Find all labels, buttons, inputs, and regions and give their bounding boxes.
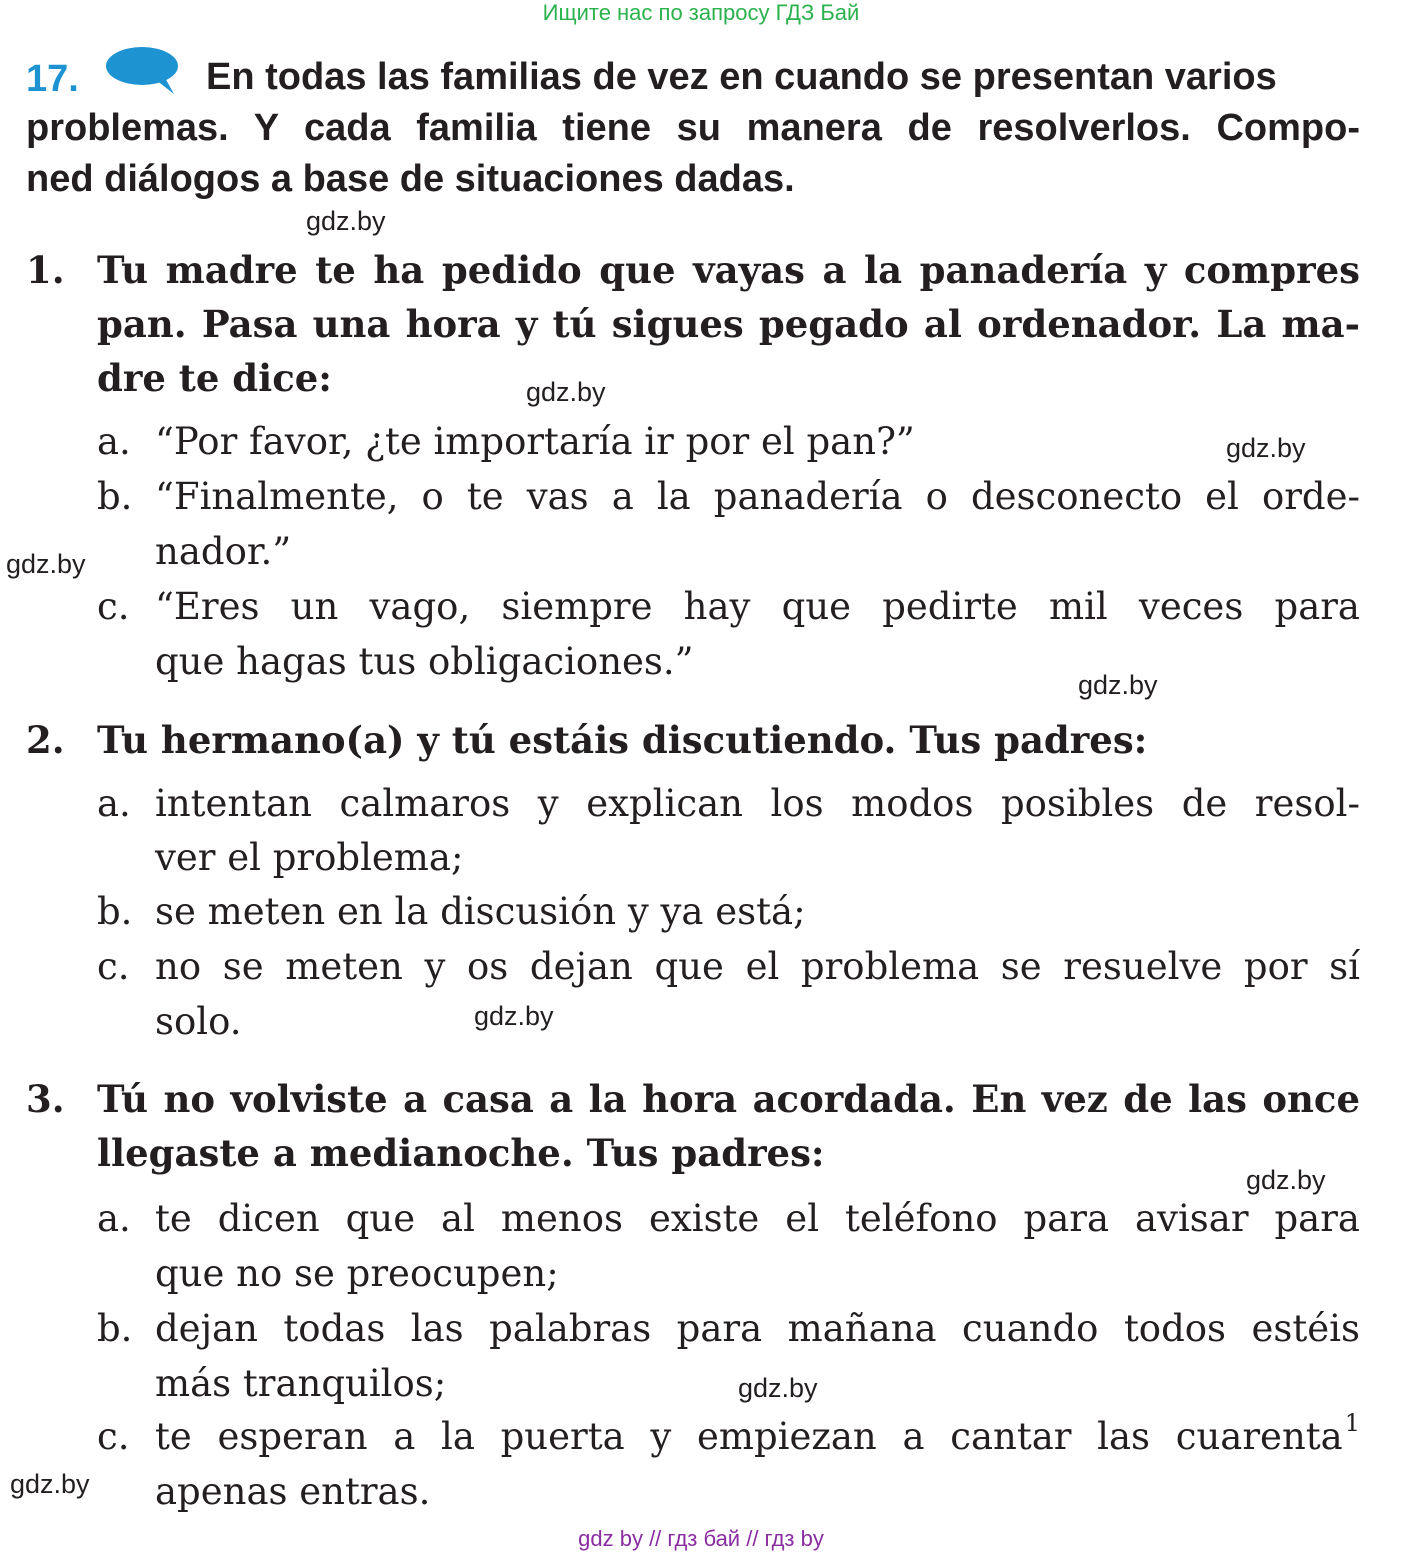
instruction-line-2: problemas. Y cada familia tiene su manera de resolverlos. Compo- xyxy=(26,107,1360,149)
item-1-line-2: pan. Pasa una hora y tú sigues pegado al ordenador. La ma- xyxy=(97,302,1360,346)
item-3-option-b-letter: b. xyxy=(97,1307,133,1350)
item-2-option-b-text: se meten en la discusión y ya está; xyxy=(155,890,806,933)
item-1-option-a-letter: a. xyxy=(97,420,131,463)
footnote-marker: 1 xyxy=(1344,1409,1360,1437)
item-3-option-b-line-1: dejan todas las palabras para mañana cuando todos estéis xyxy=(155,1307,1360,1350)
item-1-option-a-text: “Por favor, ¿te importaría ir por el pan?” xyxy=(155,420,915,463)
item-1-option-c-line-1: “Eres un vago, siempre hay que pedirte mil veces para xyxy=(155,585,1360,628)
item-2-option-a-letter: a. xyxy=(97,782,131,825)
item-3-option-a-letter: a. xyxy=(97,1197,131,1240)
item-1-option-b-line-1: “Finalmente, o te vas a la panadería o desconecto el orde- xyxy=(155,475,1360,518)
watermark: gdz.by xyxy=(10,1469,90,1499)
watermark: gdz.by xyxy=(474,1001,554,1031)
item-2-option-a-line-1: intentan calmaros y explican los modos posibles de resol- xyxy=(155,782,1360,825)
item-1-number: 1. xyxy=(26,248,65,292)
item-2-number: 2. xyxy=(26,718,65,762)
item-2-option-c-line-2: solo. xyxy=(155,1000,242,1043)
item-3-option-a-line-2: que no se preocupen; xyxy=(155,1252,559,1295)
item-3-number: 3. xyxy=(26,1077,65,1121)
watermark: gdz.by xyxy=(526,377,606,407)
item-1-option-b-letter: b. xyxy=(97,475,133,518)
item-3-option-c-line-1: te esperan a la puerta y empiezan a cantar las cuarenta xyxy=(155,1415,1343,1458)
item-2-line-1: Tu hermano(a) y tú estáis discutiendo. Tus padres: xyxy=(97,718,1148,762)
item-3-line-1: Tú no volviste a casa a la hora acordada. En vez de las once xyxy=(97,1077,1360,1121)
watermark: gdz.by xyxy=(1246,1165,1326,1195)
item-3-option-a-line-1: te dicen que al menos existe el teléfono para avisar para xyxy=(155,1197,1360,1240)
watermark: gdz.by xyxy=(1078,670,1158,700)
instruction-line-1: En todas las familias de vez en cuando se presentan varios xyxy=(206,56,1277,98)
item-1-option-c-line-2: que hagas tus obligaciones.” xyxy=(155,640,694,683)
item-3-line-2: llegaste a medianoche. Tus padres: xyxy=(97,1131,825,1175)
instruction-line-3: ned diálogos a base de situaciones dadas. xyxy=(26,158,795,200)
item-2-option-c-letter: c. xyxy=(97,945,130,988)
item-2-option-a-line-2: ver el problema; xyxy=(155,836,464,879)
item-1-line-1: Tu madre te ha pedido que vayas a la panadería y compres xyxy=(97,248,1360,292)
bottom-banner: gdz by // гдз бай // гдз by xyxy=(578,1526,824,1551)
item-2-option-c-line-1: no se meten y os dejan que el problema se resuelve por sí xyxy=(155,945,1360,988)
item-1-line-3: dre te dice: xyxy=(97,356,332,400)
watermark: gdz.by xyxy=(1226,433,1306,463)
watermark: gdz.by xyxy=(6,549,86,579)
speech-bubble-icon xyxy=(104,42,180,98)
item-3-option-c-letter: c. xyxy=(97,1415,130,1458)
item-1-option-c-letter: c. xyxy=(97,585,130,628)
item-2-option-b-letter: b. xyxy=(97,890,133,933)
watermark: gdz.by xyxy=(306,206,386,236)
task-number: 17. xyxy=(26,58,79,100)
top-banner: Ищите нас по запросу ГДЗ Бай xyxy=(542,0,860,25)
item-3-option-c-line-2: apenas entras. xyxy=(155,1470,431,1513)
watermark: gdz.by xyxy=(738,1373,818,1403)
item-3-option-b-line-2: más tranquilos; xyxy=(155,1362,447,1405)
item-1-option-b-line-2: nador.” xyxy=(155,530,292,573)
item-3-option-c-line-1-row xyxy=(155,1409,1360,1458)
